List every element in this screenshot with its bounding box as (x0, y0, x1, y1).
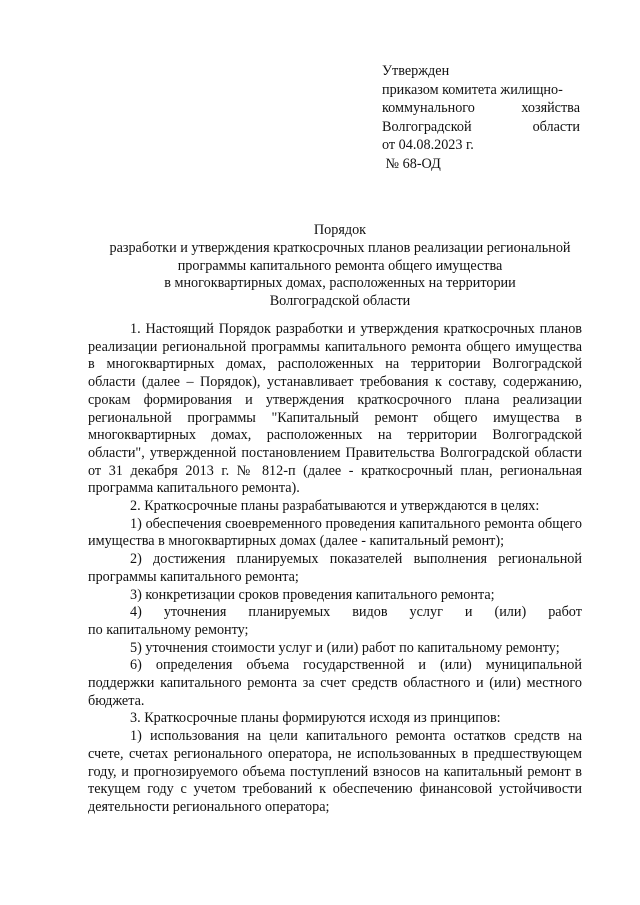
approval-word: хозяйства (521, 100, 580, 117)
approval-number: № 68-ОД (382, 155, 441, 172)
word: работ (548, 604, 582, 621)
approval-word: Волгоградской (382, 118, 472, 135)
paragraph: 5) уточнения стоимости услуг и (или) работ по капитальному ремонту; (130, 639, 560, 656)
paragraph: 2. Краткосрочные планы разрабатываются и утверждаются в целях: (130, 498, 540, 515)
approval-line: Утвержден (382, 63, 450, 79)
word: 4) (130, 604, 142, 621)
paragraph (88, 604, 582, 639)
approval-line (382, 118, 580, 137)
paragraph: 1) использования на цели капитального ремонта остатков средств на счете, счетах регионального оператора, не использованных в предшествующем году, и прогнозируемого объема поступлений взносов на капитальный ремонт в текущем году с учетом требований к обеспечению финансовой устойчивости деятельности регионального оператора; (88, 728, 582, 815)
approval-line (382, 99, 580, 118)
word: и (464, 604, 473, 621)
approval-word: коммунального (382, 100, 475, 117)
approval-line: приказом комитета жилищно- (382, 81, 563, 98)
word: планируемых (248, 604, 331, 621)
title-line: Порядок (313, 222, 367, 238)
approval-word: области (532, 118, 580, 135)
word: уточнения (163, 604, 227, 621)
paragraph: 2) достижения планируемых показателей выполнения региональной программы капитального ремонта; (88, 551, 582, 585)
title-line: разработки и утверждения краткосрочных планов реализации региональной (109, 239, 571, 256)
line: по капитальному ремонту; (88, 621, 249, 638)
paragraph: 1. Настоящий Порядок разработки и утверждения краткосрочных планов реализации региональной программы капитального ремонта общего имущества в многоквартирных домах, расположенных на территории Волгоградской области (далее – Порядок), устанавливает требования к составу, содержанию, срокам формирования и утверждения краткосрочного плана реализации региональной программы "Капитальный ремонт общего имущества в многоквартирных домах, расположенных на территории Волгоградской области", утвержденной постановлением Правительства Волгоградской области от 31 декабря 2013 г. № 812-п (далее - краткосрочный план, региональная программа капитального ремонта). (88, 321, 582, 497)
paragraph: 6) определения объема государственной и (или) муниципальной поддержки капитального ремонта за счет средств областного и (или) местного бюджета. (88, 657, 582, 709)
word: услуг (409, 604, 443, 621)
document-title (60, 222, 620, 311)
approval-block (382, 62, 580, 174)
title-line: Волгоградской области (269, 293, 411, 310)
title-line: в многоквартирных домах, расположенных на территории (164, 275, 516, 292)
paragraph: 3. Краткосрочные планы формируются исходя из принципов: (130, 710, 501, 727)
paragraph: 3) конкретизации сроков проведения капитального ремонта; (130, 586, 495, 603)
justified-line (88, 604, 582, 622)
word: видов (352, 604, 388, 621)
title-line: программы капитального ремонта общего имущества (177, 257, 503, 274)
paragraph: 1) обеспечения своевременного проведения капитального ремонта общего имущества в многоквартирных домах (далее - капитальный ремонт); (88, 515, 582, 550)
word: (или) (494, 604, 527, 621)
document-body (88, 321, 582, 817)
approval-date: от 04.08.2023 г. (382, 137, 474, 154)
